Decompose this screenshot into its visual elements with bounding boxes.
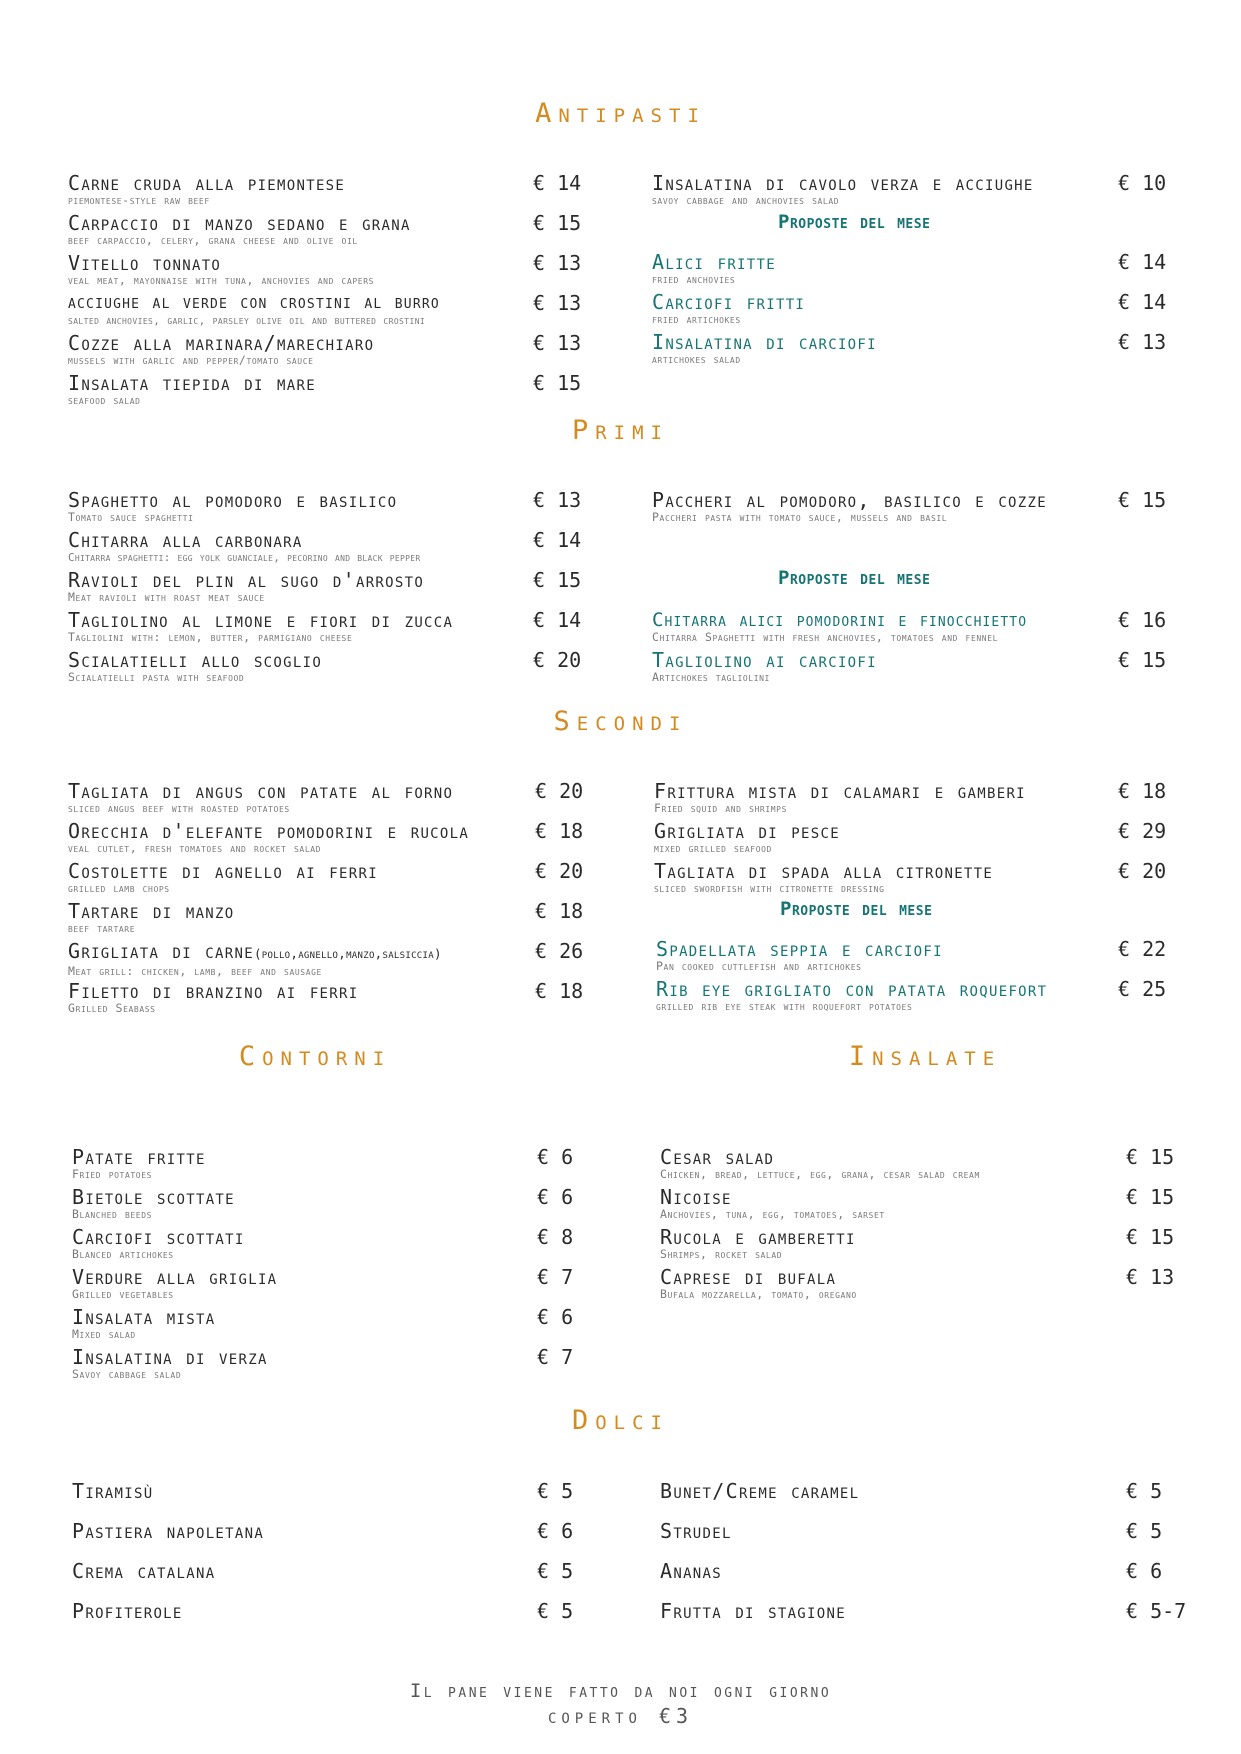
menu-item (72, 1346, 592, 1386)
item-name: Frittura mista di calamari e gamberi (654, 779, 1026, 803)
item-name: Verdure alla griglia (72, 1265, 278, 1289)
item-description: Meat grill: chicken, lamb, beef and sausage (68, 964, 322, 978)
item-price: € 20 (535, 779, 584, 803)
item-description: grilled lamb chops (68, 881, 170, 895)
item-price: € 16 (1118, 608, 1167, 632)
antipasti-left-column (68, 172, 588, 412)
item-name: Carciofi scottati (72, 1225, 245, 1249)
primi-left-column (68, 489, 588, 689)
item-description: Scialatielli pasta with seafood (68, 670, 245, 684)
item-price: € 15 (533, 211, 582, 235)
item-name: Tagliata di spada alla citronette (654, 859, 994, 883)
item-name: Insalata tiepida di mare (68, 371, 316, 395)
menu-item (660, 1146, 1200, 1186)
item-price: € 13 (1126, 1265, 1175, 1289)
item-price: € 18 (535, 819, 584, 843)
item-name: Carciofi fritti (652, 290, 806, 314)
item-price: € 15 (1118, 488, 1167, 512)
dolci-left-column (72, 1480, 592, 1640)
footer-bread-note: Il pane viene fatto da noi ogni giorno (409, 1680, 832, 1702)
item-price: € 5-7 (1126, 1599, 1187, 1623)
item-name: Grigliata di pesce (654, 819, 840, 843)
item-price: € 18 (535, 979, 584, 1003)
menu-item (68, 212, 588, 252)
item-name: acciughe al verde con crostini al burro (68, 292, 440, 313)
primi-specials-column (652, 609, 1192, 689)
item-name: Tagliolino al limone e fiori di zucca (68, 608, 454, 632)
special-item (652, 609, 1192, 649)
item-name: Tagliolino ai carciofi (652, 648, 877, 672)
item-description: sliced angus beef with roasted potatoes (68, 801, 290, 815)
item-description: Chicken, bread, lettuce, egg, grana, cesar salad cream (660, 1167, 980, 1181)
item-name: Chitarra alla carbonara (68, 528, 303, 552)
item-price: € 14 (533, 608, 582, 632)
item-price: € 6 (537, 1145, 574, 1169)
item-price: € 20 (1118, 859, 1167, 883)
item-price: € 14 (533, 528, 582, 552)
item-name: Paccheri al pomodoro, basilico e cozze (652, 488, 1047, 512)
item-price: € 15 (533, 568, 582, 592)
menu-item (68, 940, 588, 980)
section-title-insalate: Insalate (848, 1041, 1002, 1072)
menu-item (68, 860, 588, 900)
menu-item (68, 292, 588, 332)
item-price: € 13 (533, 331, 582, 355)
menu-item (68, 489, 588, 529)
item-price: € 5 (537, 1479, 574, 1503)
menu-item (68, 980, 588, 1020)
secondi-right-column (654, 780, 1194, 900)
menu-item (660, 1560, 1200, 1600)
item-description: Paccheri pasta with tomato sauce, mussels and basil (652, 510, 948, 524)
section-title-secondi: Secondi (553, 706, 688, 737)
item-name: Tiramisù (72, 1479, 154, 1503)
item-price: € 6 (537, 1305, 574, 1329)
menu-item (72, 1306, 592, 1346)
item-name: Profiterole (72, 1599, 183, 1623)
menu-item (68, 569, 588, 609)
proposte-label-secondi: Proposte del mese (780, 898, 933, 920)
menu-item (654, 820, 1194, 860)
item-name-main: Grigliata di carne (68, 939, 254, 963)
item-description: seafood salad (68, 393, 141, 407)
item-description: Savoy cabbage salad (72, 1367, 182, 1381)
item-name: Spaghetto al pomodoro e basilico (68, 488, 398, 512)
footer-cover-charge: coperto €3 (547, 1704, 694, 1728)
item-description: savoy cabbage and anchovies salad (652, 193, 840, 207)
menu-item (68, 609, 588, 649)
item-description: piemontese-style raw beef (68, 193, 210, 207)
item-price: € 8 (537, 1225, 574, 1249)
item-price: € 20 (535, 859, 584, 883)
menu-item (68, 372, 588, 412)
item-description: Blanced artichokes (72, 1247, 174, 1261)
item-name: Alici fritte (652, 250, 776, 274)
item-name: Crema catalana (72, 1559, 216, 1583)
item-description: grilled rib eye steak with roquefort potatoes (656, 999, 913, 1013)
item-name: Ananas (660, 1559, 722, 1583)
section-title-contorni: Contorni (238, 1041, 392, 1072)
item-name: Carpaccio di manzo sedano e grana (68, 211, 411, 235)
item-description: Chitarra spaghetti: egg yolk guanciale, pecorino and black pepper (68, 551, 421, 564)
proposte-label-primi: Proposte del mese (778, 567, 931, 589)
item-name: Nicoise (660, 1185, 732, 1209)
menu-item (72, 1186, 592, 1226)
contorni-column (72, 1146, 592, 1386)
item-name: Tartare di manzo (68, 899, 235, 923)
item-price: € 14 (1118, 290, 1167, 314)
menu-item (72, 1146, 592, 1186)
special-item (656, 978, 1196, 1018)
menu-item (68, 332, 588, 372)
special-item (652, 251, 1192, 291)
menu-item (654, 780, 1194, 820)
special-item (652, 649, 1192, 689)
item-name: Patate fritte (72, 1145, 206, 1169)
dolci-right-column (660, 1480, 1200, 1640)
menu-item (68, 900, 588, 940)
item-name: Tagliata di angus con patate al forno (68, 779, 454, 803)
secondi-specials-column (656, 938, 1196, 1018)
item-price: € 15 (1118, 648, 1167, 672)
item-description: Fried potatoes (72, 1167, 153, 1181)
item-price: € 5 (537, 1599, 574, 1623)
primi-right-column (652, 489, 1192, 529)
item-name: Bietole scottate (72, 1185, 235, 1209)
item-description: Mixed salad (72, 1327, 136, 1341)
item-description: Tomato sauce spaghetti (68, 510, 194, 524)
item-price: € 25 (1118, 977, 1167, 1001)
special-item (652, 291, 1192, 331)
item-description: beef carpaccio, celery, grana cheese and olive oil (68, 233, 358, 247)
menu-item (72, 1520, 592, 1560)
item-price: € 18 (535, 899, 584, 923)
item-description: veal cutlet, fresh tomatoes and rocket salad (68, 841, 322, 855)
item-description: Blanched beeds (72, 1207, 153, 1221)
menu-item (72, 1266, 592, 1306)
item-description: salted anchovies, garlic, parsley olive oil and buttered crostini (68, 314, 426, 327)
menu-item (660, 1600, 1200, 1640)
item-price: € 7 (537, 1265, 574, 1289)
menu-item (660, 1520, 1200, 1560)
menu-item (652, 489, 1192, 529)
item-price: € 15 (1126, 1185, 1175, 1209)
menu-item (654, 860, 1194, 900)
item-description: Bufala mozzarella, tomato, oregano (660, 1287, 857, 1301)
item-price: € 13 (533, 488, 582, 512)
item-price: € 13 (1118, 330, 1167, 354)
antipasti-specials-column (652, 251, 1192, 371)
item-price: € 5 (1126, 1479, 1163, 1503)
menu-item (68, 780, 588, 820)
item-name: Scialatielli allo scoglio (68, 648, 323, 672)
item-description: Anchovies, tuna, egg, tomatoes, sarset (660, 1207, 885, 1221)
item-name: Caprese di bufala (660, 1265, 837, 1289)
item-name-detail: (pollo,agnello,manzo,salsiccia) (253, 946, 442, 961)
item-name: Pastiera napoletana (72, 1519, 265, 1543)
item-name: Carne cruda alla piemontese (68, 171, 346, 195)
item-name: Bunet/Creme caramel (660, 1479, 860, 1503)
item-price: € 14 (1118, 250, 1167, 274)
antipasti-right-column (652, 172, 1192, 212)
item-name: Strudel (660, 1519, 732, 1543)
section-title-dolci: Dolci (571, 1405, 669, 1436)
item-name: Filetto di branzino ai ferri (68, 979, 359, 1003)
menu-item (72, 1600, 592, 1640)
item-description: Artichokes tagliolini (652, 670, 770, 684)
secondi-left-column (68, 780, 588, 1020)
item-price: € 6 (537, 1185, 574, 1209)
special-item (652, 331, 1192, 371)
menu-item (660, 1186, 1200, 1226)
item-description: Chitarra Spaghetti with fresh anchovies, tomatoes and fennel (652, 630, 999, 644)
item-price: € 10 (1118, 171, 1167, 195)
item-name: Insalatina di verza (72, 1345, 268, 1369)
item-price: € 26 (535, 939, 584, 963)
item-description: Meat ravioli with roast meat sauce (68, 590, 265, 604)
item-description: Grilled Seabass (68, 1001, 156, 1015)
item-price: € 15 (1126, 1145, 1175, 1169)
item-description: mussels with garlic and pepper/tomato sauce (68, 353, 314, 367)
menu-item (68, 649, 588, 689)
item-price: € 20 (533, 648, 582, 672)
item-name: Spadellata seppia e carciofi (656, 937, 943, 961)
item-description: Shrimps, rocket salad (660, 1247, 783, 1261)
item-price: € 7 (537, 1345, 574, 1369)
item-price: € 15 (1126, 1225, 1175, 1249)
item-price: € 5 (537, 1559, 574, 1583)
item-name: Insalata mista (72, 1305, 216, 1329)
item-description: fried anchovies (652, 272, 736, 286)
item-description: Grilled vegetables (72, 1287, 174, 1301)
item-price: € 5 (1126, 1519, 1163, 1543)
menu-item (660, 1266, 1200, 1306)
item-price: € 14 (533, 171, 582, 195)
item-name: Cesar salad (660, 1145, 775, 1169)
item-description: Tagliolini with: lemon, butter, parmigiano cheese (68, 630, 353, 644)
item-description: veal meat, mayonnaise with tuna, anchovies and capers (68, 273, 375, 287)
insalate-column (660, 1146, 1200, 1306)
item-description: fried artichokes (652, 312, 741, 326)
menu-item (68, 252, 588, 292)
menu-item (72, 1560, 592, 1600)
item-price: € 18 (1118, 779, 1167, 803)
item-description: mixed grilled seafood (654, 841, 772, 855)
item-description: Pan cooked cuttlefish and artichokes (656, 959, 862, 973)
special-item (656, 938, 1196, 978)
item-name: Costolette di agnello ai ferri (68, 859, 378, 883)
item-name: Insalatina di carciofi (652, 330, 877, 354)
menu-item (68, 820, 588, 860)
item-name: Orecchia d'elefante pomodorini e rucola (68, 819, 470, 843)
menu-item (72, 1480, 592, 1520)
item-price: € 6 (537, 1519, 574, 1543)
menu-item (68, 172, 588, 212)
section-title-antipasti: Antipasti (535, 98, 706, 129)
item-price: € 15 (533, 371, 582, 395)
item-name: Chitarra alici pomodorini e finocchietto (652, 609, 1028, 631)
menu-item (660, 1480, 1200, 1520)
item-description: Fried squid and shrimps (654, 801, 788, 815)
menu-item (68, 529, 588, 569)
menu-item (72, 1226, 592, 1266)
item-price: € 22 (1118, 937, 1167, 961)
menu-item (660, 1226, 1200, 1266)
item-name: Cozze alla marinara/marechiaro (68, 331, 375, 355)
menu-item (652, 172, 1192, 212)
item-name: Ravioli del plin al sugo d'arrosto (68, 568, 425, 592)
item-description: sliced swordfish with citronette dressing (654, 881, 885, 895)
item-name: Frutta di stagione (660, 1599, 846, 1623)
item-price: € 29 (1118, 819, 1167, 843)
item-price: € 6 (1126, 1559, 1163, 1583)
item-name: Rib eye grigliato con patata roquefort (656, 977, 1048, 1001)
item-name: Insalatina di cavolo verza e acciughe (652, 171, 1034, 195)
item-description: artichokes salad (652, 352, 741, 366)
item-name: Rucola e gamberetti (660, 1225, 856, 1249)
item-price: € 13 (533, 251, 582, 275)
item-price: € 13 (533, 291, 582, 315)
proposte-label-antipasti: Proposte del mese (778, 211, 931, 233)
section-title-primi: Primi (571, 415, 669, 446)
item-name: Vitello tonnato (68, 251, 222, 275)
item-description: beef tartare (68, 921, 136, 935)
item-name (68, 940, 588, 965)
